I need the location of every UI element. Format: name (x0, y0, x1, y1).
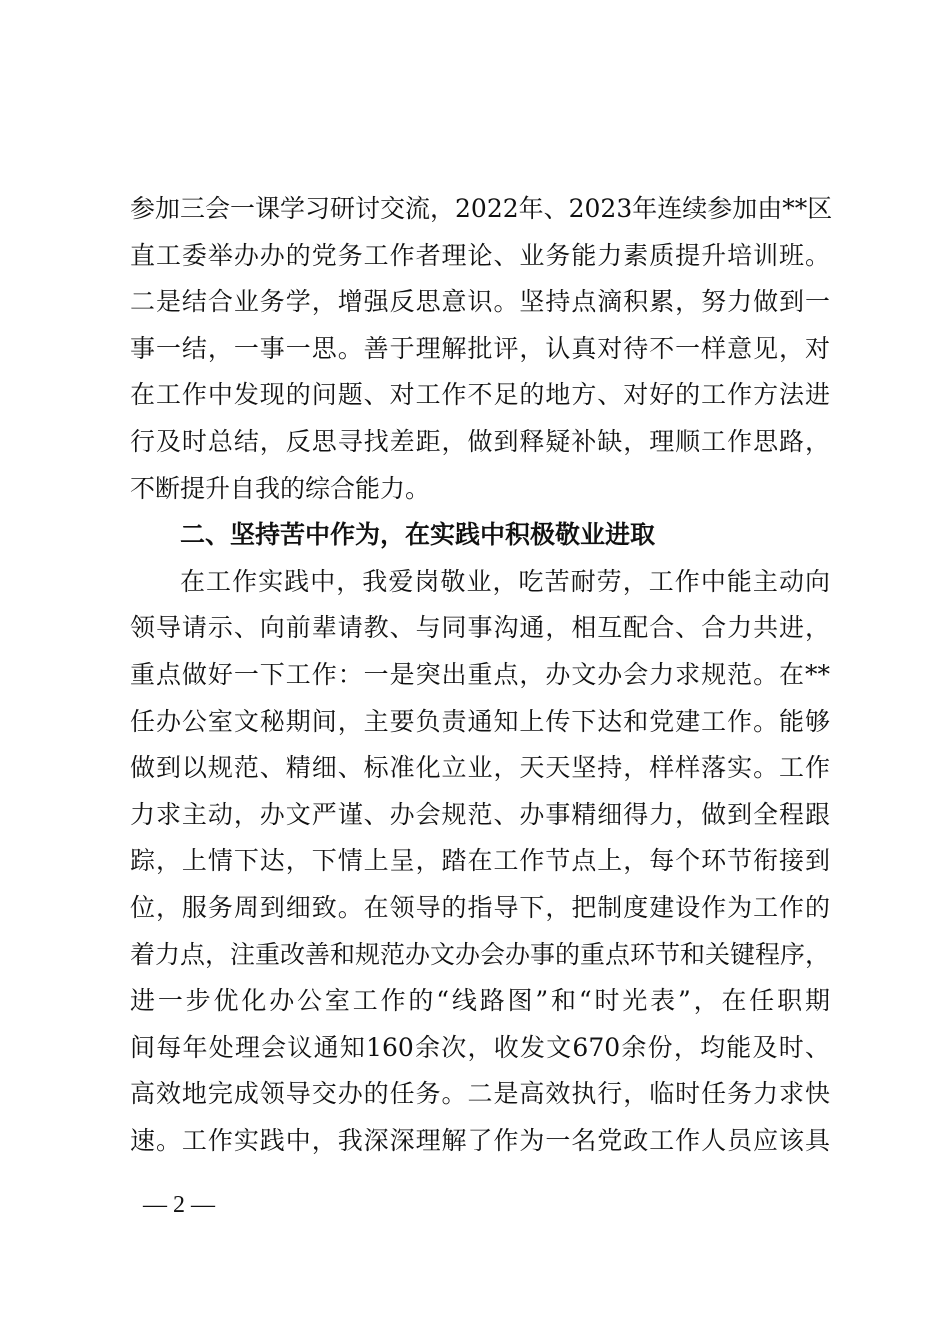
text-line: 在工作实践中，我爱岗敬业，吃苦耐劳，工作中能主动向 (180, 566, 830, 596)
text-line: 不断提升自我的综合能力。 (130, 473, 431, 503)
text-line: 间每年处理会议通知160余次，收发文670余份，均能及时、 (130, 1032, 830, 1062)
text-line: 在工作中发现的问题、对工作不足的地方、对好的工作方法进 (130, 380, 830, 410)
page-number: — 2 — (143, 1192, 215, 1218)
text-line: 高效地完成领导交办的任务。二是高效执行，临时任务力求快 (130, 1079, 830, 1109)
text-line: 重点做好一下工作：一是突出重点，办文办会力求规范。在** (130, 659, 830, 689)
text-line: 力求主动，办文严谨、办会规范、办事精细得力，做到全程跟 (130, 799, 830, 829)
text-line: 进一步优化办公室工作的“线路图”和“时光表”，在任职期 (130, 986, 830, 1016)
document-body (130, 186, 833, 1164)
section-heading: 二、坚持苦中作为，在实践中积极敬业进取 (180, 520, 656, 550)
text-line: 做到以规范、精细、标准化立业，天天坚持，样样落实。工作 (130, 753, 830, 783)
text-line: 踪，上情下达，下情上呈，踏在工作节点上，每个环节衔接到 (130, 846, 830, 876)
text-line: 二是结合业务学，增强反思意识。坚持点滴积累，努力做到一 (130, 287, 830, 317)
text-line: 参加三会一课学习研讨交流，2022年、2023年连续参加由**区 (130, 194, 833, 223)
text-line: 领导请示、向前辈请教、与同事沟通，相互配合、合力共进， (130, 613, 830, 643)
text-line: 速。工作实践中，我深深理解了作为一名党政工作人员应该具 (130, 1125, 830, 1155)
text-line: 位，服务周到细致。在领导的指导下，把制度建设作为工作的 (130, 892, 830, 922)
text-line: 行及时总结，反思寻找差距，做到释疑补缺，理顺工作思路， (130, 426, 830, 456)
text-line: 直工委举办办的党务工作者理论、业务能力素质提升培训班。 (130, 240, 830, 270)
text-line: 着力点，注重改善和规范办文办会办事的重点环节和关键程序， (130, 939, 831, 969)
text-line: 事一结，一事一思。善于理解批评，认真对待不一样意见，对 (130, 333, 830, 363)
text-line: 任办公室文秘期间，主要负责通知上传下达和党建工作。能够 (130, 706, 830, 736)
